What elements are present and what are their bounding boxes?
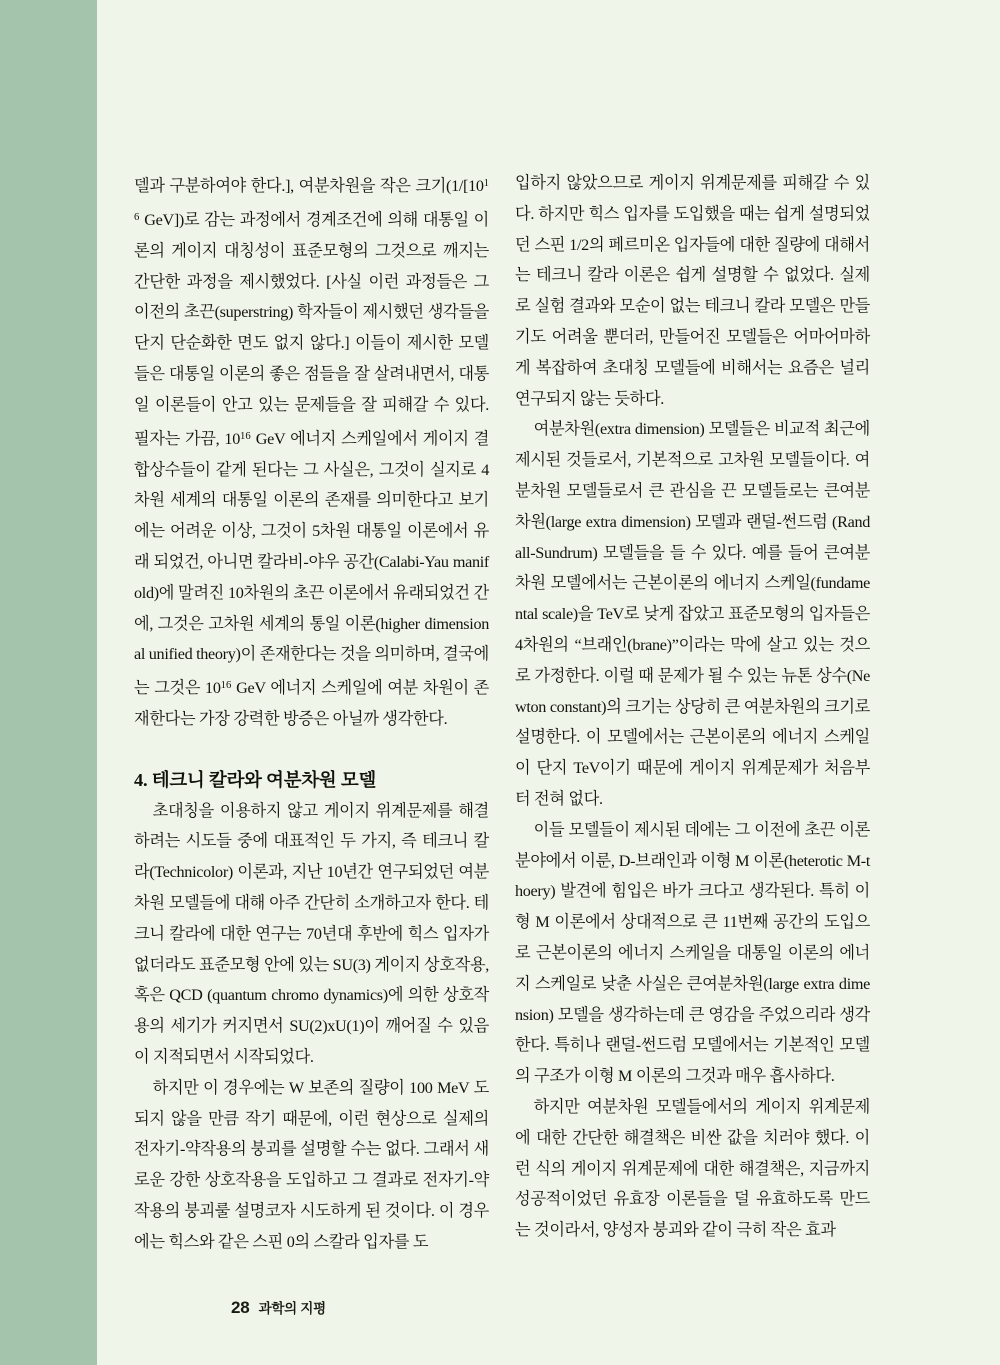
paragraph: 델과 구분하여야 한다.], 여분차원을 작은 크기($1/[10^{16}$ GeV])로 감는 과정에서 경계조건에 의해 대통일 이론의 게이지 대칭성이 표준모형의 그것으로 깨지는 간단한 과정을 제시했었다. [사실 이런 과정들은 그 이전의 초끈(superstring) 학자들이 제시했던 생각들을 단지 단순화한 면도 없지 않다.] 이들이 제시한 모델들은 대통일 이론의 좋은 점들을 잘 살려내면서, 대통일 이론들이 안고 있는 문제들을 잘 피해갈 수 있다. 필자는 가끔, $10^{16}$ GeV 에너지 스케일에서 게이지 결합상수들이 같게 된다는 그 사실은, 그것이 실지로 4차원 세계의 대통일 이론의 존재를 의미한다고 보기에는 어려운 이상, 그것이 5차원 대통일 이론에서 유래 되었건, 아니면 칼라비-야우 공간(Calabi-Yau manifold)에 말려진 10차원의 초끈 이론에서 유래되었건 간에, 그것은 고차원 세계의 통일 이론(higher dimensional unified theory)이 존재한다는 것을 의미하며, 결국에는 그것은 $10^{16}$ GeV 에너지 스케일에 여분 차원이 존재한다는 가장 강력한 방증은 아닐까 생각한다. bbox=[134, 177, 490, 729]
left-column bbox=[134, 168, 489, 1258]
paragraph: 입하지 않았으므로 게이지 위계문제를 피해갈 수 있다. 하지만 힉스 입자를 도입했을 때는 쉽게 설명되었던 스핀 1/2의 페르미온 입자들에 대한 질량에 대해서는 테크니 칼라 이론은 쉽게 설명할 수 없었다. 실제로 실험 결과와 모순이 없는 테크니 칼라 모델은 만들기도 어려울 뿐더러, 만들어진 모델들은 어마어마하게 복잡하여 초대칭 모델들에 비해서는 요즘은 널리 연구되지 않는 듯하다. bbox=[515, 174, 870, 408]
exponent: 16 bbox=[134, 177, 489, 223]
paragraph: 초대칭을 이용하지 않고 게이지 위계문제를 해결하려는 시도들 중에 대표적인 두 가지, 즉 테크니 칼라(Technicolor) 이론과, 지난 10년간 연구되었던 여분차원 모델들에 대해 아주 간단히 소개하고자 한다. 테크니 칼라에 대한 연구는 70년대 후반에 힉스 입자가 없더라도 표준모형 안에 있는 SU(3) 게이지 상호작용, 혹은 QCD (quantum chromo dynamics)에 의한 상호작용의 세기가 커지면서 SU(2)xU(1)이 깨어질 수 있음이 지적되면서 시작되었다. bbox=[134, 801, 489, 1067]
exponent: 16 bbox=[220, 679, 232, 692]
section-heading: 4. 테크니 칼라와 여분차원 모델 bbox=[134, 769, 377, 790]
paragraph: 하지만 이 경우에는 W 보존의 질량이 100 MeV 도 되지 않을 만큼 작기 때문에, 이런 현상으로 실제의 전자기-약작용의 붕괴를 설명할 수는 없다. 그래서 새로운 강한 상호작용을 도입하고 그 결과로 전자기-약작용의 붕괴룰 설명코자 시도하게 된 것이다. 이 경우에는 힉스와 같은 스핀 0의 스칼라 입자를 도 bbox=[134, 1078, 489, 1251]
page-number: 28 bbox=[231, 1298, 250, 1317]
publication-title: 과학의 지평 bbox=[258, 1301, 326, 1316]
decorative-left-band bbox=[0, 0, 97, 1365]
page-sheet bbox=[97, 0, 1000, 1365]
right-column bbox=[515, 168, 870, 1258]
paragraph: 이들 모델들이 제시된 데에는 그 이전에 초끈 이론 분야에서 이룬, D-브래인과 이형 M 이론(heterotic M-thoery) 발견에 힘입은 바가 크다고 생각된다. 특히 이형 M 이론에서 상대적으로 큰 11번째 공간의 도입으로 근본이론의 에너지 스케일을 대통일 이론의 에너지 스케일로 낮춘 사실은 큰여분차원(large extra dimension) 모델을 생각하는데 큰 영감을 주었으리라 생각한다. 특히나 랜덜-썬드럼 모델에서는 기본적인 모델의 구조가 이형 M 이론의 그것과 매우 흡사하다. bbox=[515, 820, 870, 1086]
paragraph: 하지만 여분차원 모델들에서의 게이지 위계문제에 대한 간단한 해결책은 비싼 값을 치러야 했다. 이런 식의 게이지 위계문제에 대한 해결책은, 지금까지 성공적이었던 유효장 이론들을 덜 유효하도록 만드는 것이라서, 양성자 붕괴와 같이 극히 작은 효과 bbox=[515, 1097, 870, 1240]
paragraph: 여분차원(extra dimension) 모델들은 비교적 최근에 제시된 것들로서, 기본적으로 고차원 모델들이다. 여분차원 모델들로서 큰 관심을 끈 모델들로는 큰여분차원(large extra dimension) 모델과 랜덜-썬드럼 (Randall-Sundrum) 모델들을 들 수 있다. 예를 들어 큰여분차원 모델에서는 근본이론의 에너지 스케일(fundamental scale)을 TeV로 낮게 잡았고 표준모형의 입자들은 4차원의 “브래인(brane)”이라는 막에 살고 있는 것으로 가정한다. 이럴 때 문제가 될 수 있는 뉴톤 상수(Newton constant)의 크기는 상당히 큰 여분차원의 크기로 설명한다. 이 모델에서는 근본이론의 에너지 스케일이 단지 TeV이기 때문에 게이지 위계문제가 처음부터 전혀 없다. bbox=[515, 420, 870, 808]
page-footer bbox=[231, 1297, 326, 1318]
two-column-text-body bbox=[134, 168, 926, 1258]
exponent: 16 bbox=[239, 429, 251, 442]
